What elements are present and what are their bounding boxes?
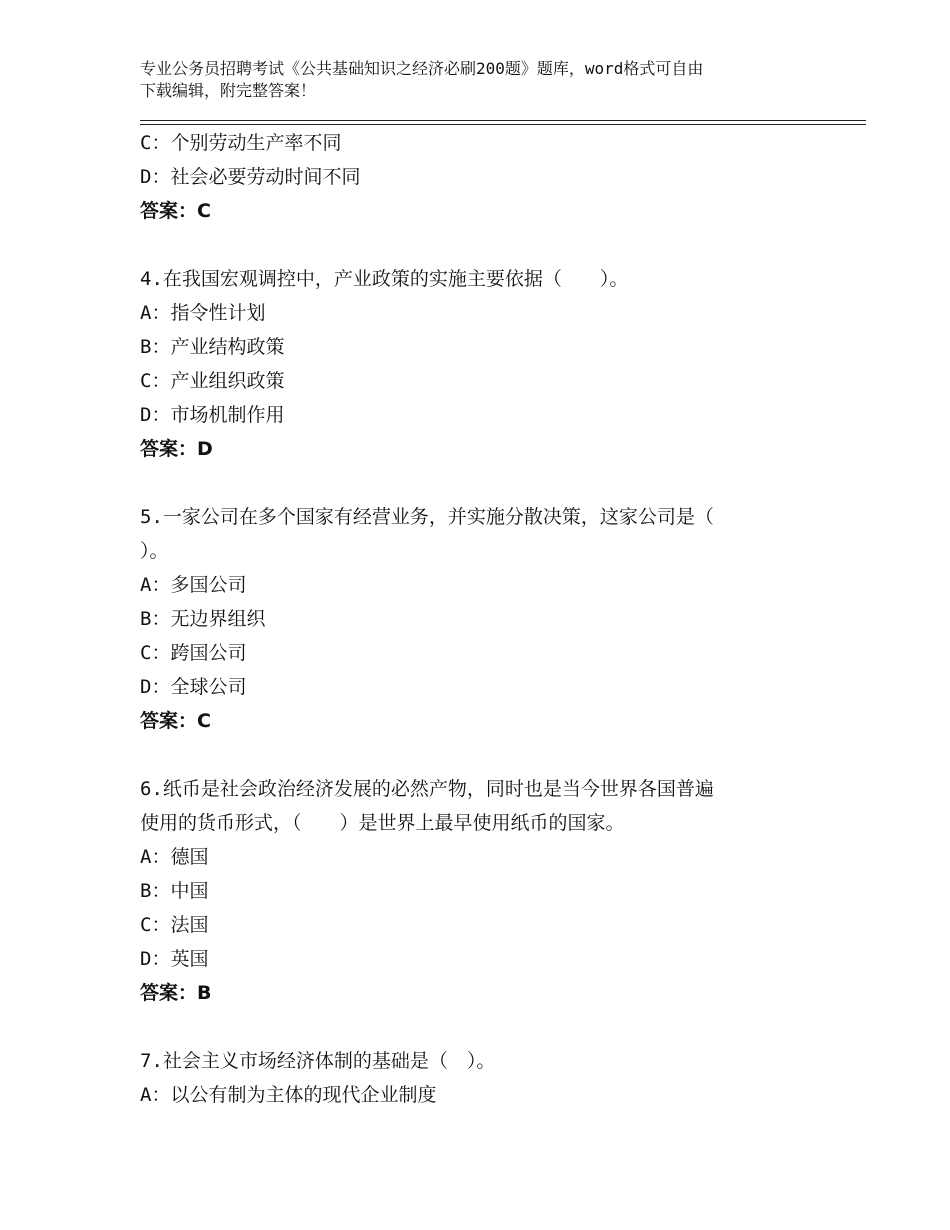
q6-option-b: B：中国 bbox=[140, 880, 209, 902]
spacer bbox=[140, 228, 820, 262]
q6-option-a: A：德国 bbox=[140, 846, 209, 868]
q6-question-line-2: 使用的货币形式，（ ）是世界上最早使用纸币的国家。 bbox=[140, 812, 625, 834]
q5-question-line-2: ）。 bbox=[140, 540, 169, 562]
q4-option-b: B：产业结构政策 bbox=[140, 336, 285, 358]
question-6-block bbox=[140, 772, 820, 1010]
q6-option-d: D：英国 bbox=[140, 948, 209, 970]
question-4-block bbox=[140, 262, 820, 466]
q4-option-a: A：指令性计划 bbox=[140, 302, 266, 324]
question-5-block bbox=[140, 500, 820, 738]
q5-option-d: D：全球公司 bbox=[140, 676, 247, 698]
header-divider-bottom bbox=[140, 124, 866, 125]
spacer bbox=[140, 1010, 820, 1044]
q4-option-d: D：市场机制作用 bbox=[140, 404, 285, 426]
q3-answer: 答案：C bbox=[140, 200, 211, 222]
question-7-block bbox=[140, 1044, 820, 1112]
q4-question: 4.在我国宏观调控中，产业政策的实施主要依据（ ）。 bbox=[140, 268, 629, 290]
q6-answer: 答案：B bbox=[140, 982, 212, 1004]
question-3-block bbox=[140, 126, 820, 228]
q3-option-d: D：社会必要劳动时间不同 bbox=[140, 166, 361, 188]
q5-answer: 答案：C bbox=[140, 710, 211, 732]
q6-option-c: C：法国 bbox=[140, 914, 209, 936]
q4-option-c: C：产业组织政策 bbox=[140, 370, 285, 392]
question-list bbox=[140, 126, 820, 1112]
q5-option-a: A：多国公司 bbox=[140, 574, 247, 596]
spacer bbox=[140, 466, 820, 500]
q5-question-line-1: 5.一家公司在多个国家有经营业务，并实施分散决策，这家公司是（ bbox=[140, 506, 714, 528]
spacer bbox=[140, 738, 820, 772]
q7-option-a: A：以公有制为主体的现代企业制度 bbox=[140, 1084, 437, 1106]
header-line-1: 专业公务员招聘考试《公共基础知识之经济必刷200题》题库，word格式可自由 bbox=[140, 59, 704, 78]
q3-option-c: C：个别劳动生产率不同 bbox=[140, 132, 342, 154]
q5-option-b: B：无边界组织 bbox=[140, 608, 266, 630]
q5-option-c: C：跨国公司 bbox=[140, 642, 247, 664]
q6-question-line-1: 6.纸币是社会政治经济发展的必然产物，同时也是当今世界各国普遍 bbox=[140, 778, 714, 800]
header-divider-top bbox=[140, 120, 866, 121]
q4-answer: 答案：D bbox=[140, 438, 213, 460]
page-header bbox=[140, 58, 820, 102]
q7-question: 7.社会主义市场经济体制的基础是（ ）。 bbox=[140, 1050, 496, 1072]
header-line-2: 下载编辑，附完整答案！ bbox=[140, 81, 317, 100]
